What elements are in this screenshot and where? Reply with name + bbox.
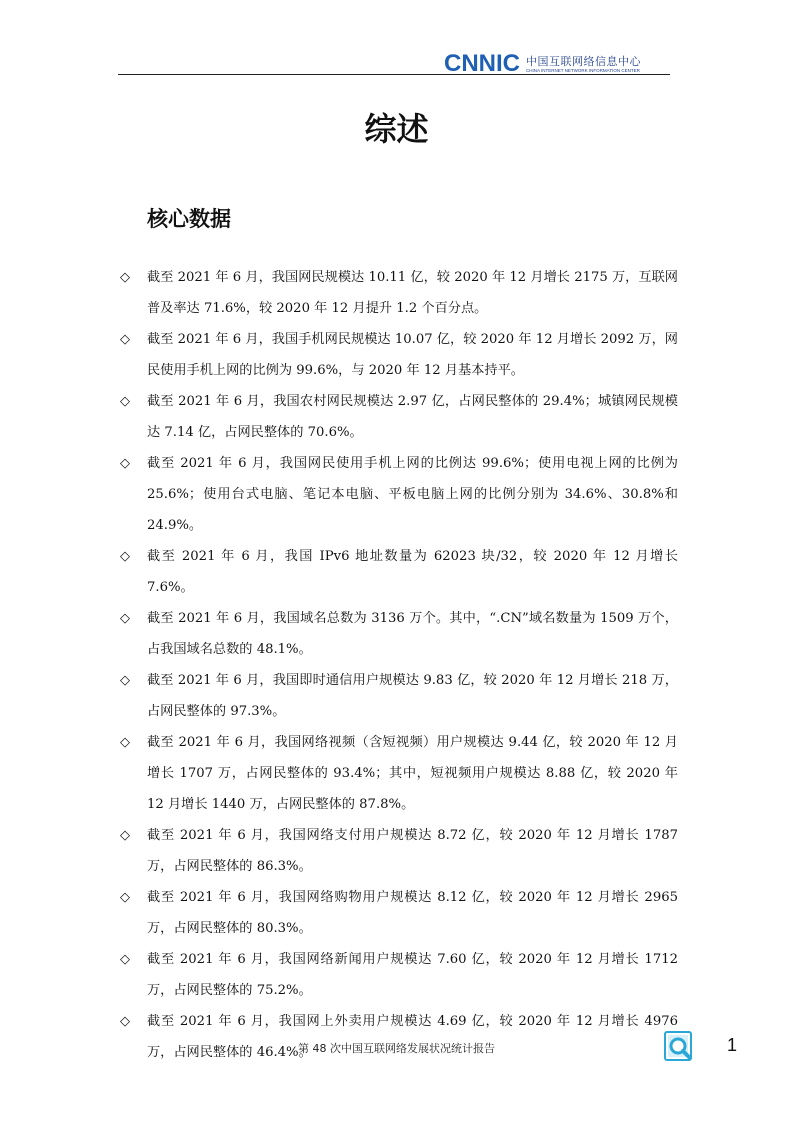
logo-cn-name: 中国互联网络信息中心 (526, 54, 641, 68)
list-item (118, 386, 678, 448)
diamond-bullet-icon: ◇ (120, 270, 130, 285)
list-item-text: 截至 2021 年 6 月，我国农村网民规模达 2.97 亿，占网民整体的 29.4%；城镇网民规模达 7.14 亿，占网民整体的 70.6%。 (147, 394, 678, 440)
diamond-bullet-icon: ◇ (120, 549, 130, 564)
logo-mark: CNNIC (444, 50, 520, 77)
diamond-bullet-icon: ◇ (120, 952, 130, 967)
list-item-text: 截至 2021 年 6 月，我国网络视频（含短视频）用户规模达 9.44 亿，较 2020 年 12 月增长 1707 万，占网民整体的 93.4%；其中，短视频用户规模达 8.88 亿，较 2020 年 12 月增长 1440 万，占网民整体的 87.8%。 (147, 735, 678, 812)
diamond-bullet-icon: ◇ (120, 828, 130, 843)
diamond-bullet-icon: ◇ (120, 1014, 130, 1029)
list-item (118, 882, 678, 944)
header-divider (118, 74, 670, 75)
list-item (118, 727, 678, 820)
diamond-bullet-icon: ◇ (120, 735, 130, 750)
list-item (118, 944, 678, 1006)
list-item-text: 截至 2021 年 6 月，我国网络新闻用户规模达 7.60 亿，较 2020 年 12 月增长 1712 万，占网民整体的 75.2%。 (147, 952, 678, 998)
list-item-text: 截至 2021 年 6 月，我国即时通信用户规模达 9.83 亿，较 2020 年 12 月增长 218 万，占网民整体的 97.3%。 (147, 673, 678, 719)
diamond-bullet-icon: ◇ (120, 332, 130, 347)
list-item-text: 截至 2021 年 6 月，我国网上外卖用户规模达 4.69 亿，较 2020 年 12 月增长 4976 万，占网民整体的 46.4%。 (147, 1014, 678, 1060)
list-item-text: 截至 2021 年 6 月，我国网络支付用户规模达 8.72 亿，较 2020 年 12 月增长 1787 万，占网民整体的 86.3%。 (147, 828, 678, 874)
diamond-bullet-icon: ◇ (120, 673, 130, 688)
core-data-list (118, 262, 678, 1068)
logo-text (526, 55, 641, 74)
list-item (118, 324, 678, 386)
diamond-bullet-icon: ◇ (120, 890, 130, 905)
list-item-text: 截至 2021 年 6 月，我国手机网民规模达 10.07 亿，较 2020 年 12 月增长 2092 万，网民使用手机上网的比例为 99.6%，与 2020 年 12 月基本持平。 (147, 332, 678, 378)
diamond-bullet-icon: ◇ (120, 456, 130, 471)
list-item (118, 603, 678, 665)
page-number: 1 (727, 1035, 738, 1055)
list-item-text: 截至 2021 年 6 月，我国 IPv6 地址数量为 62023 块/32，较 2020 年 12 月增长 7.6%。 (147, 549, 678, 595)
list-item-text: 截至 2021 年 6 月，我国网民使用手机上网的比例达 99.6%；使用电视上网的比例为 25.6%；使用台式电脑、笔记本电脑、平板电脑上网的比例分别为 34.6%、30.8%和 24.9%。 (147, 456, 678, 533)
list-item-text: 截至 2021 年 6 月，我国网络购物用户规模达 8.12 亿，较 2020 年 12 月增长 2965 万，占网民整体的 80.3%。 (147, 890, 678, 936)
section-title: 核心数据 (147, 207, 231, 231)
footer-report-title: 第 48 次中国互联网络发展状况统计报告 (298, 1042, 495, 1055)
logo-en-name: CHINA INTERNET NETWORK INFORMATION CENTER (526, 67, 640, 73)
list-item (118, 541, 678, 603)
page-title: 综述 (364, 110, 429, 148)
list-item (118, 820, 678, 882)
list-item-text: 截至 2021 年 6 月，我国域名总数为 3136 万个。其中，“.CN”域名数量为 1509 万个，占我国域名总数的 48.1%。 (147, 611, 678, 657)
diamond-bullet-icon: ◇ (120, 611, 130, 626)
diamond-bullet-icon: ◇ (120, 394, 130, 409)
list-item-text: 截至 2021 年 6 月，我国网民规模达 10.11 亿，较 2020 年 12 月增长 2175 万，互联网普及率达 71.6%，较 2020 年 12 月提升 1.2 个百分点。 (147, 270, 678, 316)
report-search-icon (663, 1030, 695, 1062)
list-item (118, 1006, 678, 1068)
cnnic-logo (444, 52, 641, 76)
list-item (118, 262, 678, 324)
list-item (118, 665, 678, 727)
list-item (118, 448, 678, 541)
